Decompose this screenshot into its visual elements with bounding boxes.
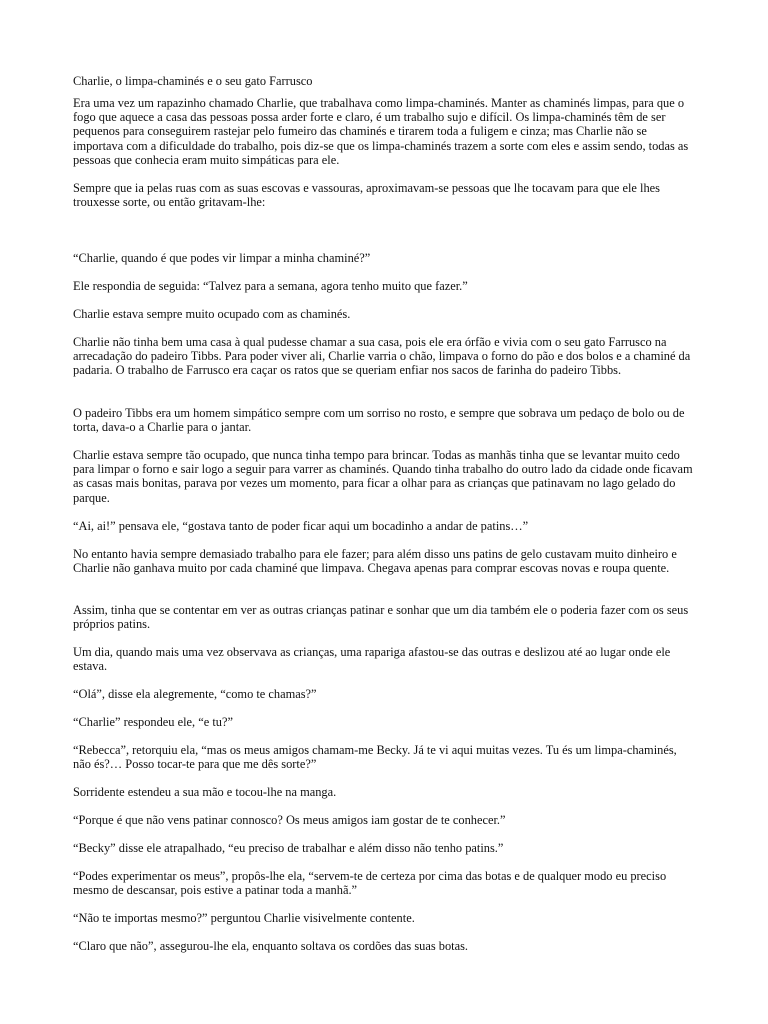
paragraph-7: O padeiro Tibbs era um homem simpático sempre com um sorriso no rosto, e sempre que sobrava um pedaço de bolo ou de torta, dava-o a Charlie para o jantar. (73, 406, 685, 435)
paragraph-6: Charlie não tinha bem uma casa à qual pudesse chamar a sua casa, pois ele era órfão e vivia com o seu gato Farrusco na arrecadação do padeiro Tibbs. Para poder viver ali, Charlie varria o chão, limpava o forno do pão e dos bolos e a chaminé da padaria. O trabalho de Farrusco era caçar os ratos que se queriam enfiar nos sacos de farinha do padeiro Tibbs. (73, 335, 691, 378)
paragraph-15: “Rebecca”, retorquiu ela, “mas os meus amigos chamam-me Becky. Já te vi aqui muitas vezes. Tu és um limpa-chaminés, não és?… Posso tocar-te para que me dês sorte?” (73, 743, 677, 772)
paragraph-3: “Charlie, quando é que podes vir limpar a minha chaminé?” (73, 251, 371, 265)
paragraph-12: Um dia, quando mais uma vez observava as crianças, uma rapariga afastou-se das outras e deslizou até ao lugar onde ele estava. (73, 645, 671, 674)
paragraph-4: Ele respondia de seguida: “Talvez para a semana, agora tenho muito que fazer.” (73, 279, 468, 293)
document-title: Charlie, o limpa-chaminés e o seu gato Farrusco (73, 74, 313, 88)
paragraph-2: Sempre que ia pelas ruas com as suas escovas e vassouras, aproximavam-se pessoas que lhe tocavam para que ele lhes trouxesse sorte, ou então gritavam-lhe: (73, 181, 660, 210)
paragraph-19: “Podes experimentar os meus”, propôs-lhe ela, “servem-te de certeza por cima das botas e de qualquer modo eu preciso mesmo de descansar, pois estive a patinar toda a manhã.” (73, 869, 667, 898)
paragraph-17: “Porque é que não vens patinar connosco? Os meus amigos iam gostar de te conhecer.” (73, 813, 506, 827)
paragraph-8: Charlie estava sempre tão ocupado, que nunca tinha tempo para brincar. Todas as manhãs tinha que se levantar muito cedo para limpar o forno e sair logo a seguir para varrer as chaminés. Quando tinha trabalho do outro lado da cidade onde ficavam as casas mais bonitas, parava por vezes um momento, para ficar a olhar para as crianças que patinavam no lago gelado do parque. (73, 448, 693, 505)
paragraph-14: “Charlie” respondeu ele, “e tu?” (73, 715, 233, 729)
paragraph-13: “Olá”, disse ela alegremente, “como te chamas?” (73, 687, 317, 701)
paragraph-1: Era uma vez um rapazinho chamado Charlie, que trabalhava como limpa-chaminés. Manter as chaminés limpas, para que o fogo que aquece a casa das pessoas possa arder forte e claro, é um trabalho sujo e difícil. Os limpa-chaminés têm de ser pequenos para conseguirem rastejar pelo fumeiro das chaminés e tirarem toda a fuligem e cinza; mas Charlie não se importava com a dificuldade do trabalho, pois diz-se que os limpa-chaminés trazem a sorte com eles e assim sendo, todas as pessoas que conhecia eram muito simpáticas para ele. (73, 96, 689, 167)
paragraph-18: “Becky” disse ele atrapalhado, “eu preciso de trabalhar e além disso não tenho patins.” (73, 841, 504, 855)
paragraph-5: Charlie estava sempre muito ocupado com as chaminés. (73, 307, 351, 321)
paragraph-9: “Ai, ai!” pensava ele, “gostava tanto de poder ficar aqui um bocadinho a andar de patins…” (73, 519, 529, 533)
paragraph-10: No entanto havia sempre demasiado trabalho para ele fazer; para além disso uns patins de gelo custavam muito dinheiro e Charlie não ganhava muito por cada chaminé que limpava. Chegava apenas para comprar escovas novas e roupa quente. (73, 547, 677, 576)
paragraph-20: “Não te importas mesmo?” perguntou Charlie visivelmente contente. (73, 911, 415, 925)
paragraph-11: Assim, tinha que se contentar em ver as outras crianças patinar e sonhar que um dia também ele o poderia fazer com os seus próprios patins. (73, 603, 689, 632)
paragraph-21: “Claro que não”, assegurou-lhe ela, enquanto soltava os cordões das suas botas. (73, 939, 469, 953)
paragraph-16: Sorridente estendeu a sua mão e tocou-lhe na manga. (73, 785, 337, 799)
